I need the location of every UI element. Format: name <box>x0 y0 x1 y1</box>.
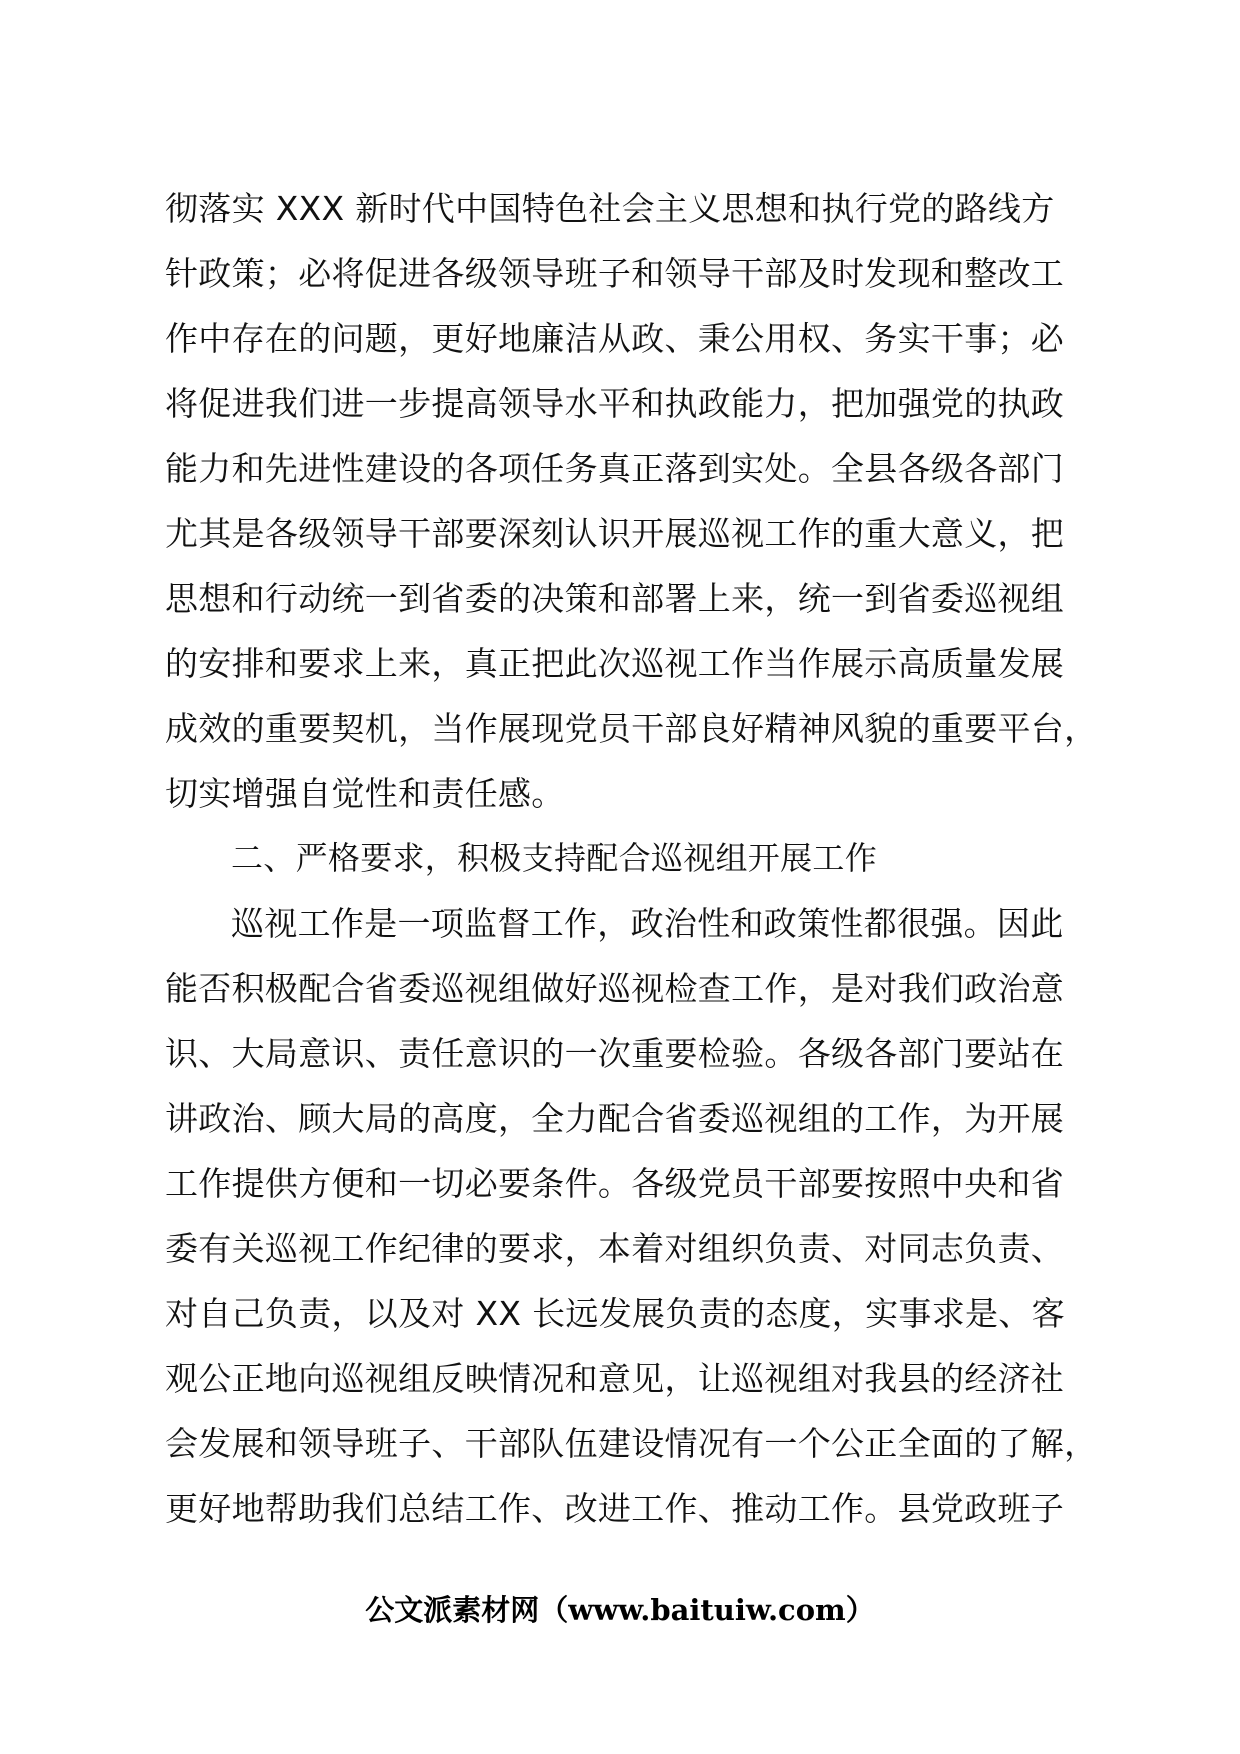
body-line: 切实增强自觉性和责任感。 <box>165 774 565 813</box>
body-line: 思想和行动统一到省委的决策和部署上来，统一到省委巡视组 <box>165 579 1065 618</box>
paragraph-first-line: 巡视工作是一项监督工作，政治性和政策性都很强。因此 <box>231 904 1064 943</box>
body-line: 彻落实 XXX 新时代中国特色社会主义思想和执行党的路线方 <box>165 189 1055 228</box>
body-line: 会发展和领导班子、干部队伍建设情况有一个公正全面的了解， <box>165 1424 1098 1463</box>
body-line: 能否积极配合省委巡视组做好巡视检查工作，是对我们政治意 <box>165 969 1065 1008</box>
body-line: 识、大局意识、责任意识的一次重要检验。各级各部门要站在 <box>165 1034 1065 1073</box>
body-line: 对自己负责，以及对 XX 长远发展负责的态度，实事求是、客 <box>165 1294 1065 1333</box>
section-heading: 二、严格要求，积极支持配合巡视组开展工作 <box>231 839 878 877</box>
body-line: 讲政治、顾大局的高度，全力配合省委巡视组的工作，为开展 <box>165 1099 1065 1138</box>
body-line: 成效的重要契机，当作展现党员干部良好精神风貌的重要平台， <box>165 709 1098 748</box>
body-line: 观公正地向巡视组反映情况和意见，让巡视组对我县的经济社 <box>165 1359 1065 1398</box>
body-line: 工作提供方便和一切必要条件。各级党员干部要按照中央和省 <box>165 1164 1065 1203</box>
document-body <box>165 176 1098 1541</box>
body-line: 委有关巡视工作纪律的要求，本着对组织负责、对同志负责、 <box>165 1229 1065 1268</box>
footer-watermark: 公文派素材网（www.baituiw.com） <box>365 1593 875 1627</box>
body-line: 的安排和要求上来，真正把此次巡视工作当作展示高质量发展 <box>165 644 1065 683</box>
body-line: 作中存在的问题，更好地廉洁从政、秉公用权、务实干事；必 <box>165 319 1065 358</box>
body-line: 将促进我们进一步提高领导水平和执政能力，把加强党的执政 <box>165 384 1065 423</box>
body-line: 尤其是各级领导干部要深刻认识开展巡视工作的重大意义，把 <box>165 514 1065 553</box>
body-line: 针政策；必将促进各级领导班子和领导干部及时发现和整改工 <box>165 254 1065 293</box>
body-line: 更好地帮助我们总结工作、改进工作、推动工作。县党政班子 <box>165 1489 1065 1528</box>
body-line: 能力和先进性建设的各项任务真正落到实处。全县各级各部门 <box>165 449 1065 488</box>
